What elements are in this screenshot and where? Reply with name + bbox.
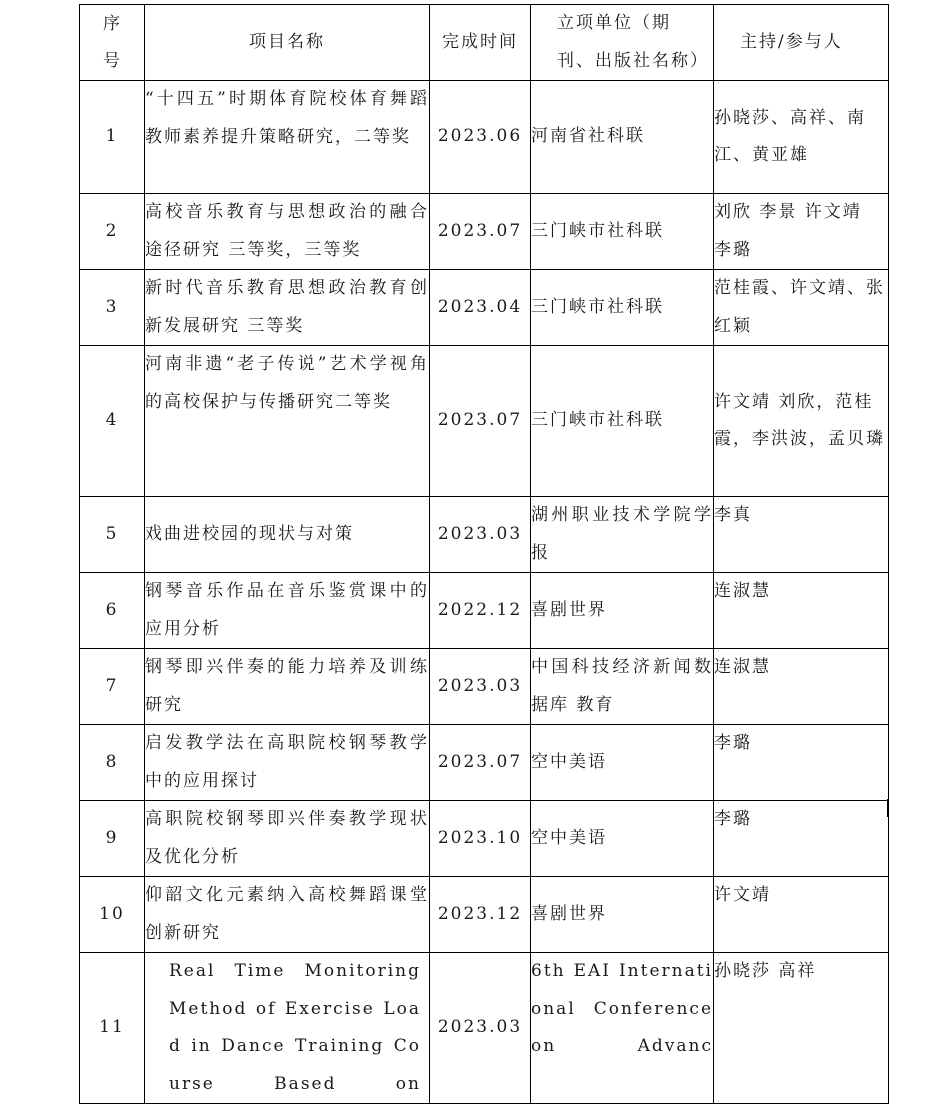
- row-name: 启发教学法在高职院校钢琴教学中的应用探讨: [145, 725, 430, 801]
- row-no: 5: [80, 497, 145, 573]
- table-row: [80, 801, 889, 877]
- row-person: 李璐: [714, 725, 889, 801]
- row-person: 连淑慧: [714, 573, 889, 649]
- row-person: 李真: [714, 497, 889, 573]
- row-unit: 喜剧世界: [531, 877, 714, 953]
- row-no: 4: [80, 346, 145, 497]
- table-row: [80, 649, 889, 725]
- row-unit: 喜剧世界: [531, 573, 714, 649]
- row-date: 2023.12: [430, 877, 531, 953]
- table-row: [80, 877, 889, 953]
- row-unit: 空中美语: [531, 725, 714, 801]
- row-name: 高校音乐教育与思想政治的融合途径研究 三等奖，三等奖: [145, 194, 430, 270]
- row-person: 刘欣 李景 许文靖 李璐: [714, 194, 889, 270]
- row-name: 仰韶文化元素纳入高校舞蹈课堂创新研究: [145, 877, 430, 953]
- table-row: [80, 81, 889, 194]
- row-name: 钢琴音乐作品在音乐鉴赏课中的应用分析: [145, 573, 430, 649]
- row-unit: 河南省社科联: [531, 81, 714, 194]
- row-person: 孙晓莎、高祥、南江、黄亚雄: [714, 81, 889, 194]
- table-row: [80, 953, 889, 1104]
- header-row: [80, 5, 889, 81]
- row-person: 孙晓莎 高祥: [714, 953, 889, 1104]
- table-row: [80, 270, 889, 346]
- row-no: 10: [80, 877, 145, 953]
- row-person: 许文靖 刘欣，范桂霞，李洪波，孟贝璘: [714, 346, 889, 497]
- row-name: 河南非遗“老子传说”艺术学视角的高校保护与传播研究二等奖: [145, 346, 430, 497]
- row-no: 6: [80, 573, 145, 649]
- row-date: 2023.04: [430, 270, 531, 346]
- table-row: [80, 573, 889, 649]
- row-person: 许文靖: [714, 877, 889, 953]
- table-row: [80, 725, 889, 801]
- row-date: 2023.06: [430, 81, 531, 194]
- row-no: 3: [80, 270, 145, 346]
- row-date: 2023.03: [430, 953, 531, 1104]
- row-no: 1: [80, 81, 145, 194]
- row-no: 11: [80, 953, 145, 1104]
- table-row: [80, 346, 889, 497]
- row-unit: 三门峡市社科联: [531, 270, 714, 346]
- row-no: 8: [80, 725, 145, 801]
- row-name: 戏曲进校园的现状与对策: [145, 497, 430, 573]
- row-person: 连淑慧: [714, 649, 889, 725]
- row-name: Real Time Monitoring Method of Exercise Load in Dance Training Course Based on: [145, 953, 430, 1104]
- header-date: 完成时间: [430, 5, 531, 81]
- row-no: 2: [80, 194, 145, 270]
- header-unit: 立项单位（期刊、出版社名称）: [531, 5, 714, 81]
- row-no: 7: [80, 649, 145, 725]
- row-unit: 空中美语: [531, 801, 714, 877]
- row-name: 新时代音乐教育思想政治教育创新发展研究 三等奖: [145, 270, 430, 346]
- row-date: 2023.03: [430, 497, 531, 573]
- row-unit: 三门峡市社科联: [531, 194, 714, 270]
- text-cursor: [887, 799, 889, 817]
- row-unit: 中国科技经济新闻数据库 教育: [531, 649, 714, 725]
- table-row: [80, 497, 889, 573]
- row-date: 2023.10: [430, 801, 531, 877]
- row-unit: 湖州职业技术学院学报: [531, 497, 714, 573]
- achievements-table: [79, 4, 889, 1104]
- row-person: 范桂霞、许文靖、张红颖: [714, 270, 889, 346]
- row-no: 9: [80, 801, 145, 877]
- row-date: 2023.07: [430, 346, 531, 497]
- header-person: 主持/参与人: [714, 5, 889, 81]
- row-name: 高职院校钢琴即兴伴奏教学现状及优化分析: [145, 801, 430, 877]
- header-name: 项目名称: [145, 5, 430, 81]
- header-no: 序号: [80, 5, 145, 81]
- row-date: 2023.07: [430, 725, 531, 801]
- table-row: [80, 194, 889, 270]
- row-name: “十四五”时期体育院校体育舞蹈教师素养提升策略研究，二等奖: [145, 81, 430, 194]
- row-date: 2022.12: [430, 573, 531, 649]
- row-person: 李璐: [714, 801, 889, 877]
- row-name: 钢琴即兴伴奏的能力培养及训练研究: [145, 649, 430, 725]
- row-unit: 三门峡市社科联: [531, 346, 714, 497]
- row-unit: 6th EAI International Conference on Advanc: [531, 953, 714, 1104]
- row-date: 2023.07: [430, 194, 531, 270]
- row-date: 2023.03: [430, 649, 531, 725]
